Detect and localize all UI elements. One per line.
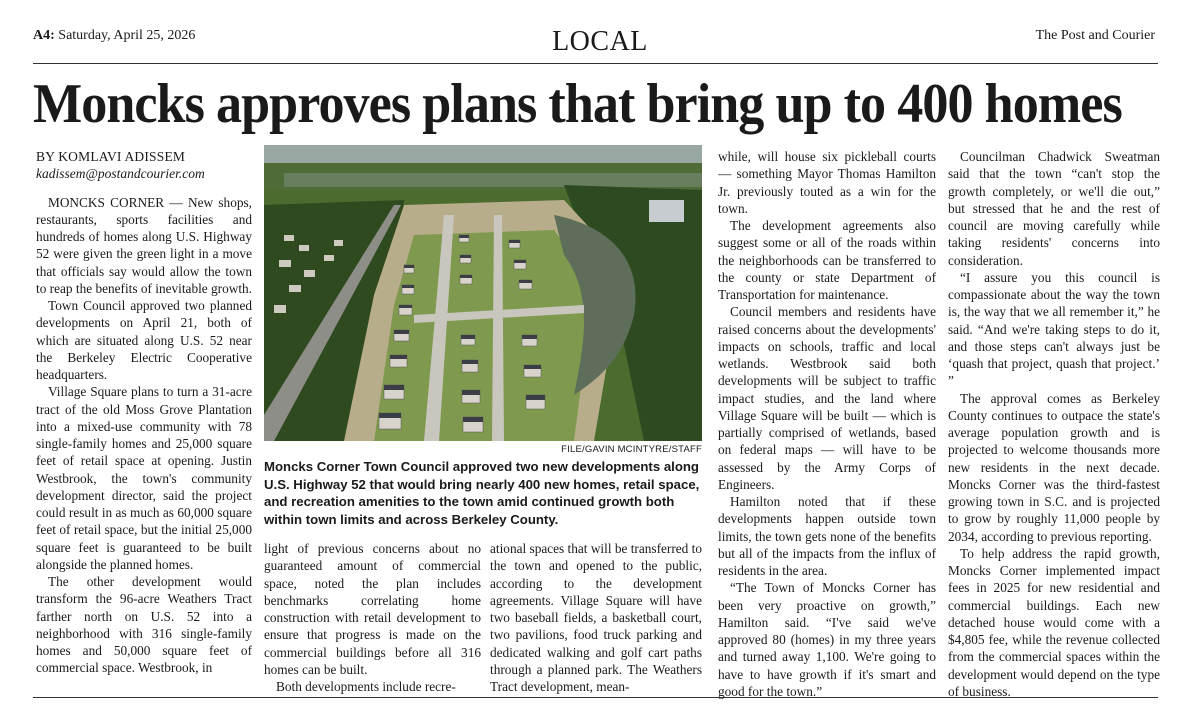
section-label: LOCAL [552, 26, 648, 57]
paragraph: “I assure you this council is compassionate about the way the town is, the way that we all remember it,” he said. “And we're taking steps to do it, and those steps can't always just be ‘quash that project, quash that project.’ ” [948, 269, 1160, 389]
paragraph: Village Square plans to turn a 31-acre tract of the old Moss Grove Plantation into a mixed-use community with 78 single-family homes and 25,000 square feet of retail space at opening. Justin Westbrook, the town's community development director, said the project could result in as much as 60,000 square feet of retail space, but the initial 25,000 square feet is guaranteed to be built alongside the planned homes. [36, 384, 252, 572]
paragraph: while, will house six pickleball courts — something Mayor Thomas Hamilton Jr. previously touted as a win for the town. [718, 149, 936, 216]
header-rule [33, 63, 1158, 64]
article-column-2 [264, 540, 481, 695]
paragraph: “The Town of Moncks Corner has been very proactive on growth,” Hamilton said. “I've said we've approved 80 (homes) in my three years and turned away 1,100. We're going to have to have growth if it's smart and good for the town.” [718, 580, 936, 699]
footer-rule [33, 697, 1158, 698]
paragraph: ational spaces that will be transferred to the town and opened to the public, according to the development agreements. Village Square will have two baseball fields, a basketball court, two pavilions, food truck parking and dedicated walking and golf cart paths through a planned park. The Weathers Tract development, mean- [490, 541, 702, 694]
author-email[interactable]: kadissem@postandcourier.com [36, 166, 205, 182]
paragraph: The other development would transform the 96-acre Weathers Tract farther north on U.S. 52 into a neighborhood with 316 single-family homes and 50,000 square feet of commercial space. Westbrook, in [36, 574, 252, 676]
paragraph: Councilman Chadwick Sweatman said that the town “can't stop the growth completely, or we'll die out,” but stressed that he and the rest of council are moving carefully while taking residents' concerns into consideration. [948, 149, 1160, 268]
newspaper-name: The Post and Courier [1035, 28, 1155, 43]
paragraph: Hamilton noted that if these developments happen outside town limits, the town gets none of the benefits but all of the impacts from the influx of residents in the area. [718, 494, 936, 578]
photo-caption: Moncks Corner Town Council approved two new developments along U.S. Highway 52 that would bring nearly 400 new homes, retail space, and recreation amenities to the town amid continued growth both within town limits and across Berkeley County. [264, 459, 700, 527]
paragraph: The approval comes as Berkeley County continues to outpace the state's average population growth and is projected to welcome thousands more new residents in the next decade. Moncks Corner was the third-fastest growing town in S.C. and is projected to grow by roughly 11,000 people by 2034, according to previous reporting. [948, 390, 1160, 544]
article-column-4 [718, 148, 936, 700]
paragraph: light of previous concerns about no guaranteed amount of commercial space, noted the plan includes benchmarks correlating home construction with retail development to ensure that progress is made on the commercial buildings before all 316 homes can be built. [264, 541, 481, 677]
paragraph: To help address the rapid growth, Moncks Corner implemented impact fees in 2025 for new residential and commercial buildings. Each new detached house would come with a $4,805 fee, while the revenue collected from the commercial spaces within the development would depend on the type of business. [948, 545, 1160, 699]
article-column-5 [948, 148, 1160, 700]
paragraph: The development agreements also suggest some or all of the roads within the neighborhoods can be transferred to the county or state Department of Transportation for maintenance. [718, 218, 936, 302]
paragraph: Both developments include recre- [276, 679, 456, 694]
photo-credit: FILE/GAVIN MCINTYRE/STAFF [561, 444, 702, 455]
page-number: A4: [33, 28, 55, 43]
paragraph: MONCKS CORNER — New shops, restaurants, sports facilities and hundreds of homes along U.S. Highway 52 were given the green light in a move that officials say would allow the town to reap the benefits of inevitable growth. [36, 194, 253, 296]
aerial-photo [264, 145, 702, 441]
paragraph: Town Council approved two planned developments on April 21, both of which are situated along U.S. 52 near the Berkeley Electric Cooperative headquarters. [36, 298, 252, 382]
paragraph: Council members and residents have raised concerns about the developments' impacts on schools, traffic and local wetlands. Westbrook said both developments will be subject to traffic impact studies, and the land where Village Square will be built — which is partially comprised of wetlands, based on federal maps — will have to be assessed by the Army Corps of Engineers. [718, 304, 936, 492]
article-column-1 [36, 148, 252, 677]
byline: BY KOMLAVI ADISSEM [36, 149, 186, 164]
article-column-3 [490, 540, 702, 695]
issue-date: Saturday, April 25, 2026 [58, 28, 196, 43]
headline: Moncks approves plans that bring up to 400 homes [33, 73, 1122, 135]
